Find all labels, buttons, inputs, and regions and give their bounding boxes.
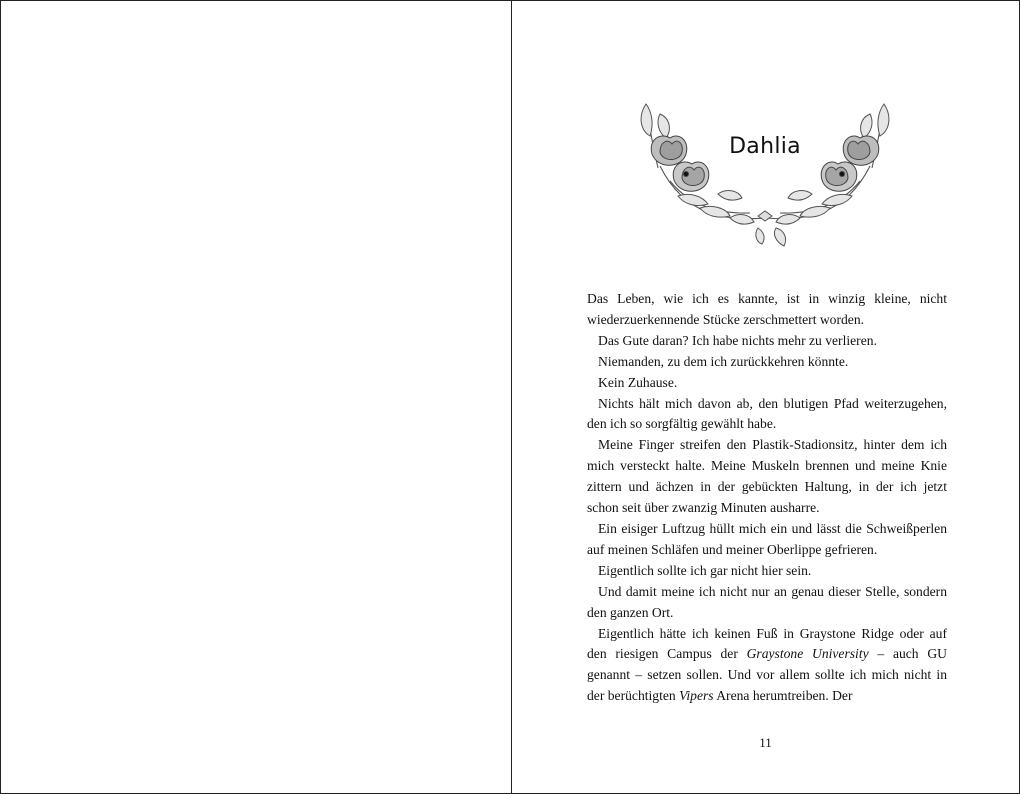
paragraph: Ein eisiger Luftzug hüllt mich ein und lässt die Schweißperlen auf meinen Schläfen und meiner Oberlippe gefrieren. xyxy=(587,520,947,557)
text-run: Eigentlich hätte ich keinen Fuß in Graystone Ridge oder auf den riesigen Campus der xyxy=(587,625,947,662)
emphasis-vipers: Vipers xyxy=(679,688,714,704)
page-number: 11 xyxy=(759,735,772,750)
chapter-body xyxy=(587,289,947,707)
paragraph: Eigentlich sollte ich gar nicht hier sein. xyxy=(598,562,812,578)
paragraph: Das Gute daran? Ich habe nichts mehr zu verlieren. xyxy=(598,332,877,348)
text-run: – auch GU genannt – setzen sollen. Und vor allem sollte ich mich nicht in der berüchtigten xyxy=(587,646,947,704)
emphasis-university: Graystone University xyxy=(746,646,869,662)
text-run: Arena herumtreiben. Der xyxy=(713,688,853,704)
right-page xyxy=(512,1,1019,793)
paragraph: Kein Zuhause. xyxy=(598,374,678,390)
paragraph: Meine Finger streifen den Plastik-Stadionsitz, hinter dem ich mich versteckt halte. Meine Muskeln brennen und meine Knie zittern und ächzen in der gebückten Haltung, in der ich jetzt schon seit über zwanzig Minuten ausharre. xyxy=(587,437,947,516)
left-page-blank xyxy=(1,1,511,793)
paragraph: Nichts hält mich davon ab, den blutigen Pfad weiterzugehen, den ich so sorgfältig gewählt habe. xyxy=(587,395,947,432)
tulip-wreath-icon xyxy=(630,96,900,256)
paragraph: Niemanden, zu dem ich zurückkehren könnte. xyxy=(598,353,849,369)
chapter-title: Dahlia xyxy=(729,134,801,159)
paragraph: Und damit meine ich nicht nur an genau dieser Stelle, sondern den ganzen Ort. xyxy=(587,583,947,620)
paragraph-last xyxy=(587,624,947,708)
paragraph: Das Leben, wie ich es kannte, ist in winzig kleine, nicht wiederzuerkennende Stücke zerschmettert worden. xyxy=(587,291,947,327)
